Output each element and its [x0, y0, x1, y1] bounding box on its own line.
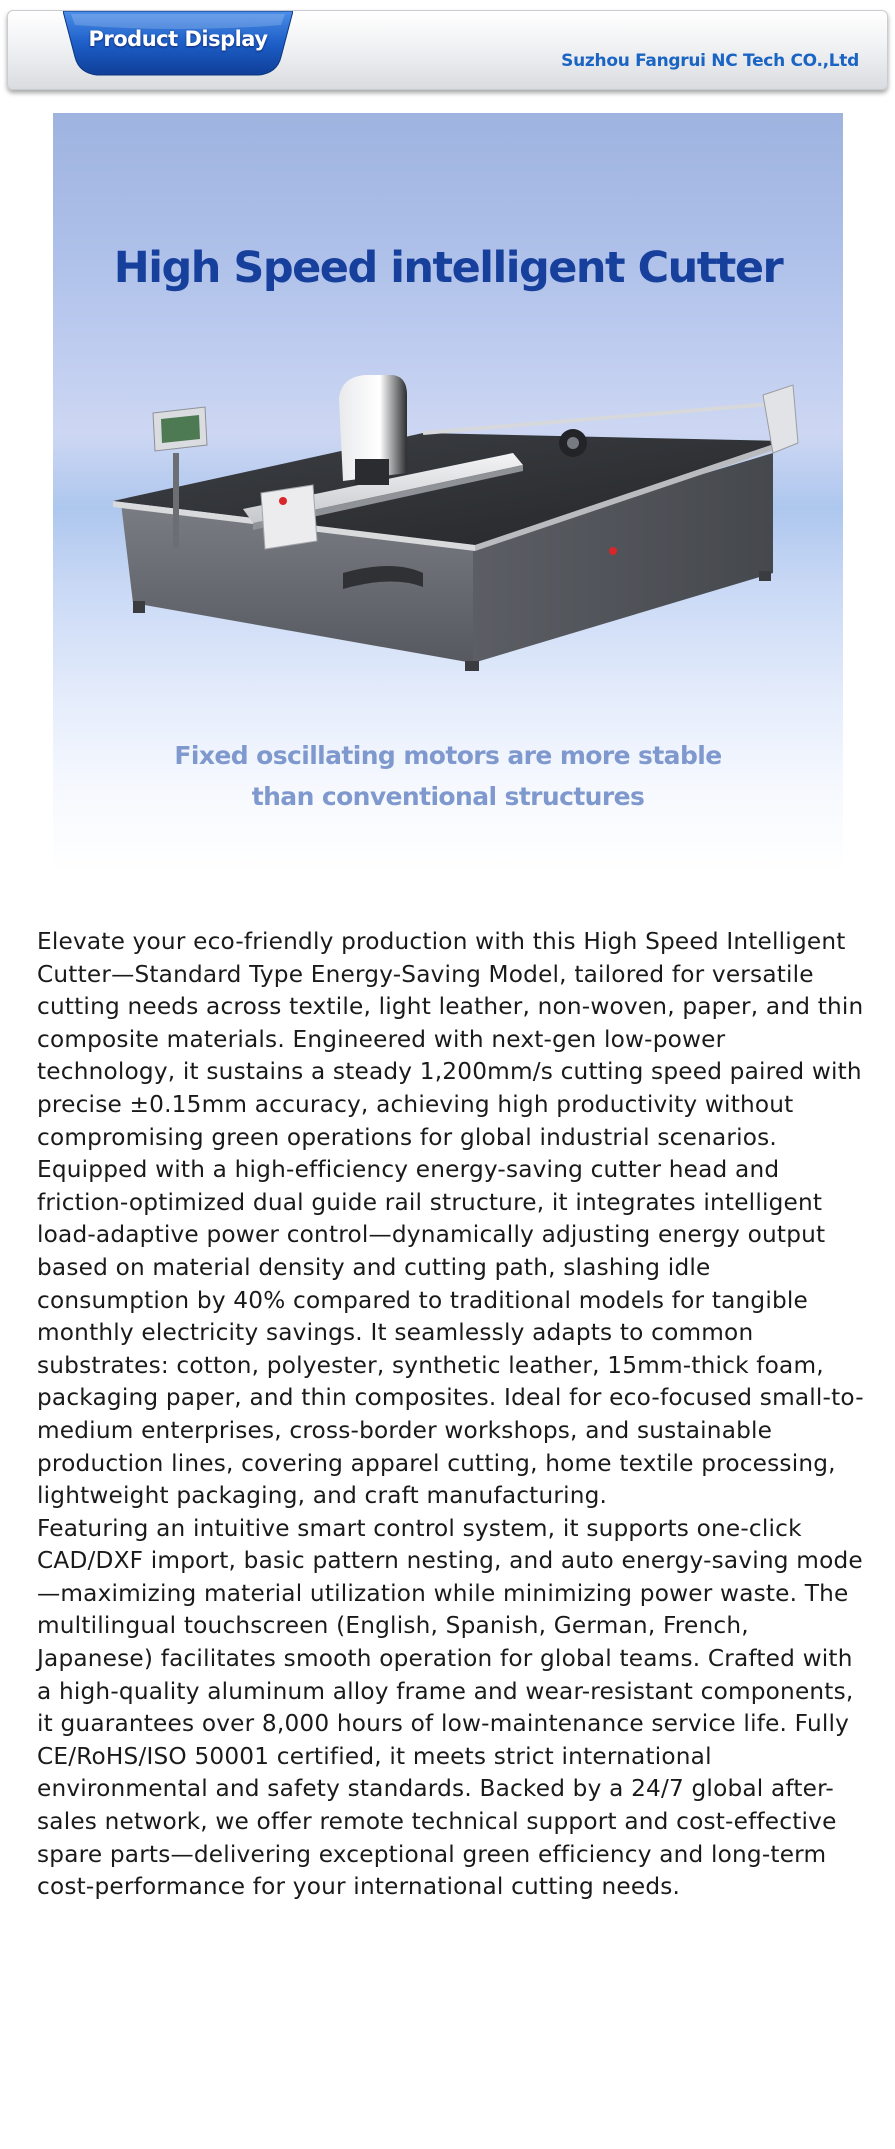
- caption-line-1: Fixed oscillating motors are more stable: [174, 741, 722, 770]
- description-paragraph: Featuring an intuitive smart control system, it supports one-click CAD/DXF import, basic pattern nesting, and auto energy-saving mode—maximizing material utilization while minimizing power waste. The multilingual touchscreen (English, Spanish, German, French, Japanese) facilitates smooth operation for global teams. Crafted with a high-quality aluminum alloy frame and wear-resistant components, it guarantees over 8,000 hours of low-maintenance service life. Fully CE/RoHS/ISO 50001 certified, it meets strict international environmental and safety standards. Backed by a 24/7 global after-sales network, we offer remote technical support and cost-effective spare parts—delivering exceptional green efficiency and long-term cost-performance for your international cutting needs.: [37, 1514, 863, 1901]
- cutter-machine-image: [93, 373, 813, 673]
- description-paragraph: Equipped with a high-efficiency energy-saving cutter head and friction-optimized dual guide rail structure, it integrates intelligent load-adaptive power control—dynamically adjusting energy output based on material density and cutting path, slashing idle consumption by 40% compared to traditional models for tangible monthly electricity savings. It seamlessly adapts to common substrates: cotton, polyester, synthetic leather, 15mm-thick foam, packaging paper, and thin composites. Ideal for eco-focused small-to-medium enterprises, cross-border workshops, and sustainable production lines, covering apparel cutting, home textile processing, lightweight packaging, and craft manufacturing.: [37, 1156, 864, 1510]
- section-header: [7, 10, 888, 90]
- tab-label: Product Display: [88, 27, 268, 51]
- banner-caption: [53, 735, 843, 817]
- caption-line-2: than conventional structures: [251, 782, 645, 811]
- product-banner: [53, 113, 843, 873]
- product-description: [37, 926, 867, 1904]
- description-paragraph: Elevate your eco-friendly production with this High Speed Intelligent Cutter—Standard Type Energy-Saving Model, tailored for versatile cutting needs across textile, light leather, non-woven, paper, and thin composite materials. Engineered with next-gen low-power technology, it sustains a steady 1,200mm/s cutting speed paired with precise ±0.15mm accuracy, achieving high productivity without compromising green operations for global industrial scenarios.: [37, 928, 864, 1151]
- banner-title: High Speed intelligent Cutter: [113, 243, 783, 293]
- company-name: Suzhou Fangrui NC Tech CO.,Ltd: [561, 51, 859, 71]
- product-display-tab: [63, 11, 293, 81]
